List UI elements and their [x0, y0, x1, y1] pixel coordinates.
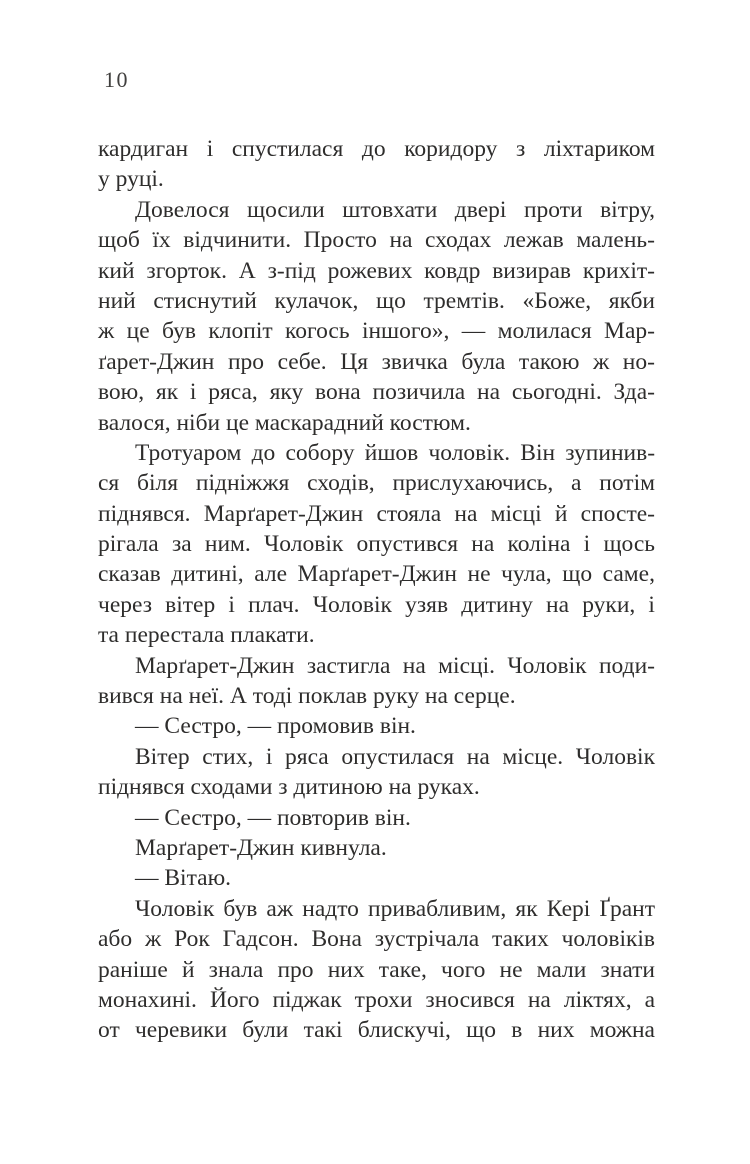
- paragraph: [98, 134, 655, 195]
- text-line: або ж Рок Гадсон. Вона зустрічала таких чоловіків: [98, 926, 656, 953]
- text-line: щоб їх відчинити. Просто на сходах лежав малень-: [98, 227, 655, 254]
- text-line: піднявся сходами з дитиною на руках.: [98, 774, 480, 801]
- text-line: ся біля підніжжя сходів, прислухаючись, а потім: [98, 470, 655, 497]
- paragraph: [98, 894, 655, 1046]
- paragraph: [98, 742, 655, 803]
- text-line: у руці.: [98, 166, 164, 193]
- paragraph: [98, 195, 655, 438]
- text-line: Тротуаром до собору йшов чоловік. Він зупинив-: [135, 439, 656, 466]
- paragraph: [98, 711, 655, 741]
- page-text: [98, 134, 655, 1046]
- text-line: через вітер і плач. Чоловік узяв дитину на руки, і: [98, 591, 655, 618]
- paragraph: [98, 651, 655, 712]
- text-line: валося, ніби це маскарадний костюм.: [98, 409, 471, 436]
- text-line: — Сестро, — промовив він.: [135, 713, 416, 740]
- paragraph: [98, 833, 655, 863]
- text-line: монахині. Його піджак трохи зносився на ліктях, а: [98, 986, 656, 1013]
- text-line: кардиган і спустилася до коридору з ліхтариком: [98, 136, 656, 162]
- text-line: рігала за ним. Чоловік опустився на коліна і щось: [98, 531, 656, 558]
- text-line: — Вітаю.: [135, 865, 231, 892]
- text-line: вився на неї. А тоді поклав руку на серце.: [98, 683, 516, 710]
- text-line: Вітер стих, і ряса опустилася на місце. Чоловік: [135, 743, 656, 770]
- text-line: піднявся. Марґарет-Джин стояла на місці й спосте-: [98, 500, 655, 527]
- paragraph: [98, 803, 655, 833]
- text-line: Марґарет-Джин кивнула.: [135, 834, 387, 861]
- text-line: от черевики були такі блискучі, що в них можна: [98, 1017, 655, 1044]
- text-line: кий згорток. А з-під рожевих ковдр визирав крихіт-: [98, 257, 655, 284]
- page-number: 10: [104, 67, 129, 92]
- text-line: вою, як і ряса, яку вона позичила на сьогодні. Зда-: [98, 379, 655, 406]
- text-line: Марґарет-Джин застигла на місці. Чоловік поди-: [135, 652, 655, 679]
- text-line: ґарет-Джин про себе. Ця звичка була такою ж но-: [98, 348, 655, 375]
- text-line: та перестала плакати.: [98, 622, 315, 649]
- text-line: сказав дитині, але Марґарет-Джин не чула, що саме,: [98, 561, 655, 588]
- paragraph: [98, 438, 655, 651]
- text-line: ний стиснутий кулачок, що тремтів. «Боже, якби: [98, 287, 655, 314]
- paragraph: [98, 863, 655, 893]
- text-line: раніше й знала про них таке, чого не мали знати: [98, 956, 656, 983]
- text-line: — Сестро, — повторив він.: [135, 804, 411, 831]
- text-line: ж це був клопіт когось іншого», — молилася Мар-: [98, 318, 655, 345]
- text-line: Довелося щосили штовхати двері проти вітру,: [135, 196, 655, 223]
- text-line: Чоловік був аж надто привабливим, як Кері Ґрант: [135, 895, 656, 922]
